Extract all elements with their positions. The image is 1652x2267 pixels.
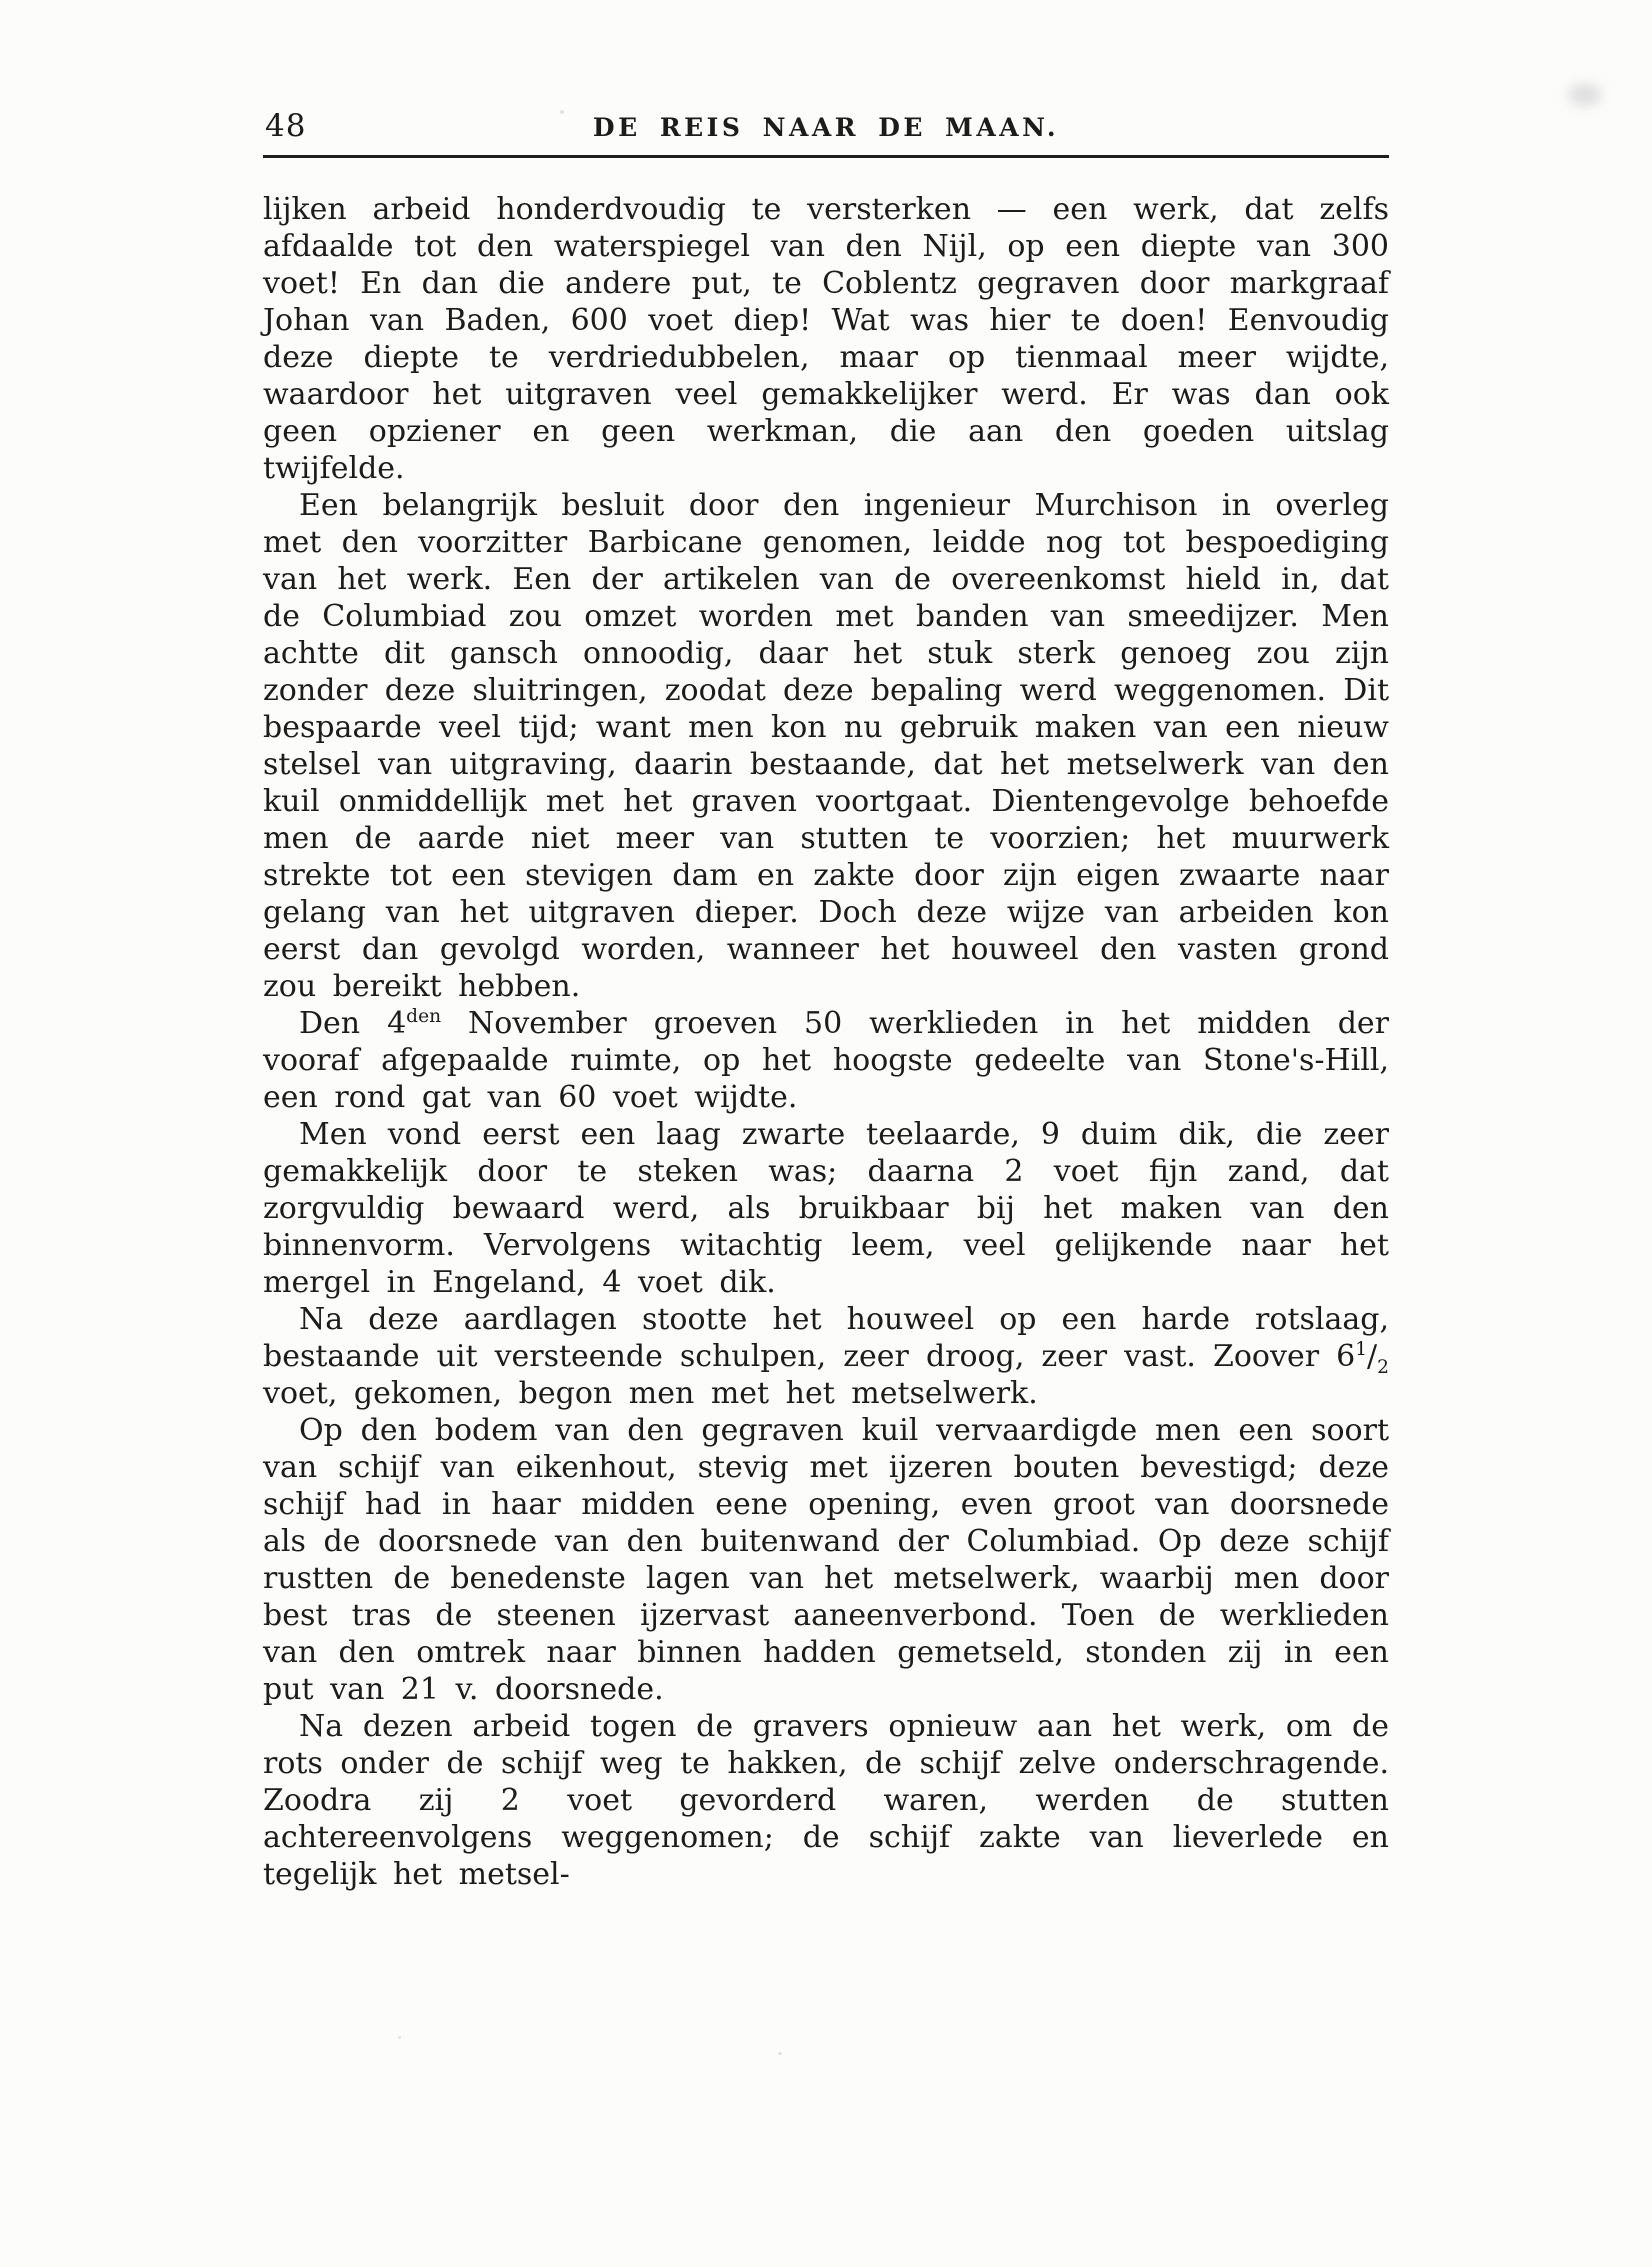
paragraph: Een belangrijk besluit door den ingenieur Murchison in overleg met den voorzitter Barbicane genomen, leidde nog tot bespoediging van het werk. Een der artikelen van de overeenkomst hield in, dat de Columbiad zou omzet worden met banden van smeedijzer. Men achtte dit gansch onnoodig, daar het stuk sterk genoeg zou zijn zonder deze sluitringen, zoodat deze bepaling werd weggenomen. Dit bespaarde veel tijd; want men kon nu gebruik maken van een nieuw stelsel van uitgraving, daarin bestaande, dat het metselwerk van den kuil onmiddellijk met het graven voortgaat. Dientengevolge behoefde men de aarde niet meer van stutten te voorzien; het muurwerk strekte tot een stevigen dam en zakte door zijn eigen zwaarte naar gelang van het uitgraven dieper. Doch deze wijze van arbeiden kon eerst dan gevolgd worden, wanneer het houweel den vasten grond zou bereikt hebben. [263,488,1389,1004]
scan-artifact [778,2052,782,2055]
fraction-numerator: 1 [1355,1339,1368,1360]
header-rule [263,155,1389,158]
paragraph: Na dezen arbeid togen de gravers opnieuw aan het werk, om de rots onder de schijf weg te hakken, de schijf zelve onderschragende. Zoodra zij 2 voet gevorderd waren, werden de stutten achtereenvolgens weggenomen; de schijf zakte van lieverlede en tegelijk het metsel- [263,1709,1389,1892]
scan-artifact [398,2036,401,2039]
paragraph: Men vond eerst een laag zwarte teelaarde, 9 duim dik, die zeer gemakkelijk door te steken was; daarna 2 voet fijn zand, dat zorgvuldig bewaard werd, als bruikbaar bij het maken van den binnenvorm. Vervolgens witachtig leem, veel gelijkende naar het mergel in Engeland, 4 voet dik. [263,1117,1389,1300]
text-block [263,191,1389,1893]
paragraph: lijken arbeid honderdvoudig te versterken — een werk, dat zelfs afdaalde tot den waterspiegel van den Nijl, op een diepte van 300 voet! En dan die andere put, te Coblentz gegraven door markgraaf Johan van Baden, 600 voet diep! Wat was hier te doen! Eenvoudig deze diepte te verdriedubbelen, maar op tienmaal meer wijdte, waardoor het uitgraven veel gemakkelijker werd. Er was dan ook geen opziener en geen werkman, die aan den goeden uitslag twijfelde. [263,192,1389,486]
page-number: 48 [265,108,307,144]
fraction-slash: / [1367,1339,1378,1374]
fraction-denominator: 2 [1377,1357,1389,1378]
paragraph [263,1005,1389,1116]
text-run: Den 4 [299,1006,407,1041]
paragraph: Op den bodem van den gegraven kuil vervaardigde men een soort van schijf van eikenhout, stevig met ijzeren bouten bevestigd; deze schijf had in haar midden eene opening, even groot van doorsnede als de doorsnede van den buitenwand der Columbiad. Op deze schijf rustten de benedenste lagen van het metselwerk, waarbij men door best tras de steenen ijzervast aaneenverbond. Toen de werklieden van den omtrek naar binnen hadden gemetseld, stonden zij in een put van 21 v. doorsnede. [263,1413,1389,1707]
text-run: November groeven 50 werklieden in het midden der vooraf afgepaalde ruimte, op het hoogste gedeelte van Stone's-Hill, een rond gat van 60 voet wijdte. [263,1006,1389,1115]
text-run: Na deze aardlagen stootte het houweel op een harde rotslaag, bestaande uit versteende schulpen, zeer droog, zeer vast. Zoover 6 [263,1302,1389,1374]
scan-artifact [1568,84,1602,106]
page-content [263,0,1389,1893]
paragraph [263,1301,1389,1412]
text-run: voet, gekomen, begon men met het metselwerk. [263,1376,1038,1411]
page-header [263,106,1389,146]
superscript-ordinal: den [406,1006,442,1027]
running-title: DE REIS NAAR DE MAAN. [592,113,1060,142]
